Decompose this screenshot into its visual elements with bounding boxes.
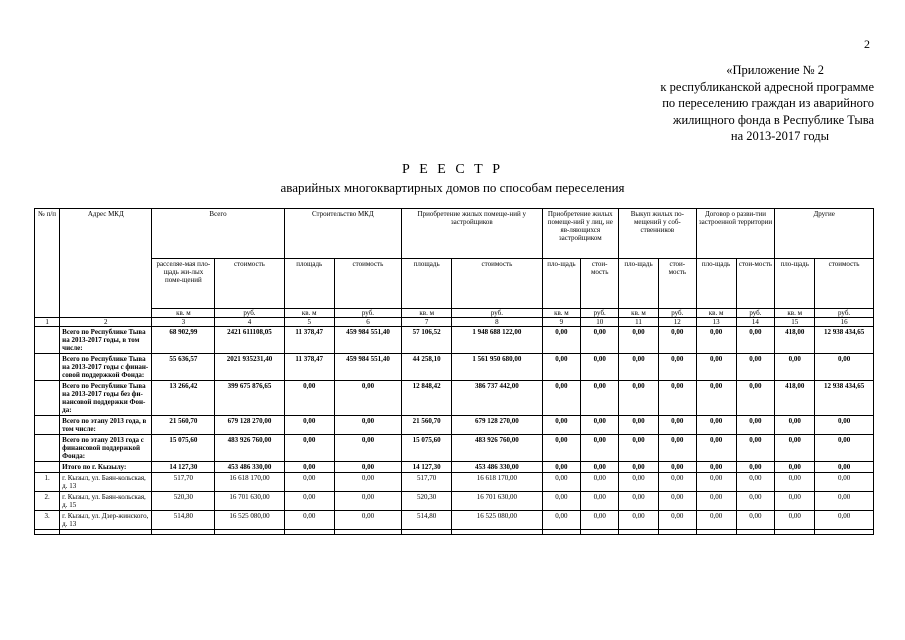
row-number xyxy=(35,354,60,381)
cell-value: 0,00 xyxy=(658,435,696,462)
cell-value: 0,00 xyxy=(775,492,815,511)
cell-value: 0,00 xyxy=(581,492,619,511)
cell-value: 16 701 630,00 xyxy=(452,492,542,511)
header-address: Адрес МКД xyxy=(60,209,152,318)
cell-value: 21 560,70 xyxy=(402,416,452,435)
cell-value: 0,00 xyxy=(284,381,334,416)
subheader-resettled-area: расселяе-мая пло-щадь жи-лых поме-щений xyxy=(152,259,215,309)
row-number xyxy=(35,462,60,473)
empty-cell xyxy=(775,530,815,535)
cell-value: 0,00 xyxy=(658,354,696,381)
column-number: 12 xyxy=(658,318,696,327)
column-number: 9 xyxy=(542,318,581,327)
subheader-area: площадь xyxy=(402,259,452,309)
page-number: 2 xyxy=(864,37,870,51)
appendix-header xyxy=(598,62,874,145)
cell-value: 0,00 xyxy=(542,511,581,530)
summary-row xyxy=(35,327,874,354)
cell-value: 0,00 xyxy=(619,327,659,354)
row-number: 3. xyxy=(35,511,60,530)
header-purchase-non-developer: Приобретение жилых помеще-ний у лиц, не яв-ляющихся застройщиком xyxy=(542,209,619,259)
cell-value: 679 128 270,00 xyxy=(215,416,284,435)
row-number xyxy=(35,327,60,354)
column-number: 15 xyxy=(775,318,815,327)
unit-sqm: кв. м xyxy=(152,309,215,318)
cell-value: 0,00 xyxy=(736,327,775,354)
subheader-cost: стоимость xyxy=(215,259,284,309)
cell-value: 483 926 760,00 xyxy=(452,435,542,462)
cell-value: 0,00 xyxy=(696,327,736,354)
column-number: 8 xyxy=(452,318,542,327)
column-number: 4 xyxy=(215,318,284,327)
cell-value: 13 266,42 xyxy=(152,381,215,416)
empty-cell xyxy=(60,530,152,535)
subheader-cost: стоимость xyxy=(815,259,874,309)
cell-value: 0,00 xyxy=(815,473,874,492)
cell-value: 14 127,30 xyxy=(402,462,452,473)
subheader-area: пло-щадь xyxy=(696,259,736,309)
column-number: 2 xyxy=(60,318,152,327)
header-buyout: Выкуп жилых по-мещений у соб-ственников xyxy=(619,209,697,259)
subheader-cost: стои-мость xyxy=(581,259,619,309)
cell-value: 0,00 xyxy=(581,473,619,492)
cell-value: 0,00 xyxy=(658,511,696,530)
cell-value: 0,00 xyxy=(658,462,696,473)
cell-value: 0,00 xyxy=(619,511,659,530)
cell-value: 0,00 xyxy=(542,327,581,354)
cell-value: 0,00 xyxy=(334,473,401,492)
column-number: 5 xyxy=(284,318,334,327)
cell-value: 0,00 xyxy=(736,381,775,416)
empty-cell xyxy=(452,530,542,535)
row-number xyxy=(35,416,60,435)
subheader-cost: стоимость xyxy=(334,259,401,309)
document-subtitle: аварийных многоквартирных домов по способам переселения xyxy=(280,180,625,195)
cell-value: 0,00 xyxy=(334,381,401,416)
document-title: Р Е Е С Т Р xyxy=(401,162,504,177)
cell-value: 21 560,70 xyxy=(152,416,215,435)
cell-value: 2421 611108,05 xyxy=(215,327,284,354)
cell-value: 0,00 xyxy=(696,354,736,381)
cell-value: 0,00 xyxy=(775,354,815,381)
column-number: 11 xyxy=(619,318,659,327)
cell-value: 0,00 xyxy=(334,511,401,530)
empty-cell xyxy=(619,530,659,535)
summary-row xyxy=(35,435,874,462)
cell-value: 0,00 xyxy=(334,462,401,473)
unit-sqm: кв. м xyxy=(402,309,452,318)
cell-value: 514,80 xyxy=(402,511,452,530)
row-number: 2. xyxy=(35,492,60,511)
cell-value: 0,00 xyxy=(284,511,334,530)
cell-value: 418,00 xyxy=(775,381,815,416)
appendix-line-4: жилищного фонда в Республике Тыва xyxy=(672,112,874,127)
unit-sqm: кв. м xyxy=(284,309,334,318)
cell-value: 0,00 xyxy=(542,462,581,473)
cell-value: 0,00 xyxy=(736,416,775,435)
cell-value: 0,00 xyxy=(775,416,815,435)
cell-value: 517,70 xyxy=(402,473,452,492)
empty-cell xyxy=(658,530,696,535)
row-number xyxy=(35,381,60,416)
cell-value: 0,00 xyxy=(775,435,815,462)
subheader-area: пло-щадь xyxy=(542,259,581,309)
cell-value: 459 984 551,40 xyxy=(334,354,401,381)
cell-value: 0,00 xyxy=(542,381,581,416)
cell-value: 11 378,47 xyxy=(284,327,334,354)
cell-value: 0,00 xyxy=(581,354,619,381)
row-address: г. Кызыл, ул. Баян-кольская, д. 15 xyxy=(60,492,152,511)
cell-value: 520,30 xyxy=(152,492,215,511)
unit-sqm: кв. м xyxy=(542,309,581,318)
cell-value: 1 948 688 122,00 xyxy=(452,327,542,354)
column-number: 10 xyxy=(581,318,619,327)
cell-value: 0,00 xyxy=(696,492,736,511)
cell-value: 0,00 xyxy=(619,416,659,435)
cell-value: 0,00 xyxy=(736,511,775,530)
cell-value: 0,00 xyxy=(658,327,696,354)
cell-value: 0,00 xyxy=(736,492,775,511)
cell-value: 0,00 xyxy=(815,416,874,435)
cell-value: 57 106,52 xyxy=(402,327,452,354)
unit-sqm: кв. м xyxy=(619,309,659,318)
cell-value: 68 902,99 xyxy=(152,327,215,354)
cell-value: 386 737 442,00 xyxy=(452,381,542,416)
column-number: 14 xyxy=(736,318,775,327)
cell-value: 12 938 434,65 xyxy=(815,381,874,416)
header-construction: Строительство МКД xyxy=(284,209,401,259)
cell-value: 15 075,60 xyxy=(152,435,215,462)
cell-value: 0,00 xyxy=(696,473,736,492)
cell-value: 55 636,57 xyxy=(152,354,215,381)
cell-value: 0,00 xyxy=(334,435,401,462)
cell-value: 0,00 xyxy=(581,435,619,462)
empty-cell xyxy=(334,530,401,535)
column-number: 13 xyxy=(696,318,736,327)
cell-value: 0,00 xyxy=(696,435,736,462)
subheader-area: площадь xyxy=(284,259,334,309)
cell-value: 0,00 xyxy=(284,462,334,473)
header-total: Всего xyxy=(152,209,284,259)
empty-cell xyxy=(215,530,284,535)
cell-value: 0,00 xyxy=(736,462,775,473)
header-row xyxy=(35,209,874,259)
empty-cell xyxy=(736,530,775,535)
summary-row xyxy=(35,462,874,473)
row-address: Итого по г. Кызылу: xyxy=(60,462,152,473)
row-address: Всего по этапу 2013 года, в том числе: xyxy=(60,416,152,435)
cell-value: 0,00 xyxy=(736,473,775,492)
register-table xyxy=(34,208,874,535)
cell-value: 0,00 xyxy=(334,492,401,511)
cell-value: 520,30 xyxy=(402,492,452,511)
cell-value: 453 486 330,00 xyxy=(452,462,542,473)
row-address: г. Кызыл, ул. Дзер-жинского, д. 13 xyxy=(60,511,152,530)
subheader-area: пло-щадь xyxy=(775,259,815,309)
row-address: Всего по Республике Тыва на 2013-2017 годы с финан-совой поддержкой Фонда: xyxy=(60,354,152,381)
cell-value: 0,00 xyxy=(542,473,581,492)
unit-rub: руб. xyxy=(334,309,401,318)
column-numbers-row xyxy=(35,318,874,327)
cell-value: 0,00 xyxy=(658,416,696,435)
summary-row xyxy=(35,416,874,435)
cell-value: 11 378,47 xyxy=(284,354,334,381)
column-number: 16 xyxy=(815,318,874,327)
subheader-cost: стои-мость xyxy=(658,259,696,309)
empty-cell xyxy=(402,530,452,535)
unit-rub: руб. xyxy=(736,309,775,318)
cell-value: 0,00 xyxy=(696,381,736,416)
cell-value: 0,00 xyxy=(696,416,736,435)
cell-value: 2021 935231,40 xyxy=(215,354,284,381)
cell-value: 0,00 xyxy=(619,381,659,416)
cell-value: 0,00 xyxy=(775,462,815,473)
summary-row xyxy=(35,354,874,381)
empty-cell xyxy=(152,530,215,535)
unit-rub: руб. xyxy=(215,309,284,318)
cell-value: 0,00 xyxy=(696,511,736,530)
header-purchase-developer: Приобретение жилых помеще-ний у застройщиков xyxy=(402,209,543,259)
subheader-row xyxy=(35,259,874,309)
cell-value: 0,00 xyxy=(815,354,874,381)
cell-value: 0,00 xyxy=(815,435,874,462)
cell-value: 16 525 080,00 xyxy=(215,511,284,530)
unit-rub: руб. xyxy=(815,309,874,318)
appendix-line-2: к республиканской адресной программе xyxy=(660,79,874,94)
cell-value: 679 128 270,00 xyxy=(452,416,542,435)
cell-value: 514,80 xyxy=(152,511,215,530)
subheader-cost: стоимость xyxy=(452,259,542,309)
cell-value: 0,00 xyxy=(619,354,659,381)
cell-value: 0,00 xyxy=(815,511,874,530)
cell-value: 0,00 xyxy=(581,462,619,473)
header-other: Другие xyxy=(775,209,874,259)
cell-value: 0,00 xyxy=(619,462,659,473)
cell-value: 16 701 630,00 xyxy=(215,492,284,511)
cell-value: 0,00 xyxy=(658,473,696,492)
cell-value: 0,00 xyxy=(619,435,659,462)
column-number: 6 xyxy=(334,318,401,327)
cell-value: 16 618 170,00 xyxy=(452,473,542,492)
column-number: 1 xyxy=(35,318,60,327)
cell-value: 459 984 551,40 xyxy=(334,327,401,354)
appendix-line-1: «Приложение № 2 xyxy=(726,63,824,77)
appendix-line-3: по переселению граждан из аварийного xyxy=(662,96,874,110)
units-row xyxy=(35,309,874,318)
cell-value: 12 938 434,65 xyxy=(815,327,874,354)
column-number: 7 xyxy=(402,318,452,327)
unit-rub: руб. xyxy=(452,309,542,318)
cell-value: 453 486 330,00 xyxy=(215,462,284,473)
cell-value: 0,00 xyxy=(658,381,696,416)
table-continuation-strip xyxy=(35,530,874,535)
cell-value: 0,00 xyxy=(581,416,619,435)
table-row xyxy=(35,473,874,492)
unit-rub: руб. xyxy=(658,309,696,318)
column-number: 3 xyxy=(152,318,215,327)
cell-value: 0,00 xyxy=(334,416,401,435)
cell-value: 0,00 xyxy=(619,492,659,511)
cell-value: 399 675 876,65 xyxy=(215,381,284,416)
cell-value: 16 525 080,00 xyxy=(452,511,542,530)
row-address: Всего по Республике Тыва на 2013-2017 годы без фи-нансовой поддержки Фон-да: xyxy=(60,381,152,416)
cell-value: 0,00 xyxy=(542,435,581,462)
cell-value: 0,00 xyxy=(775,473,815,492)
subheader-area: пло-щадь xyxy=(619,259,659,309)
unit-sqm: кв. м xyxy=(775,309,815,318)
cell-value: 0,00 xyxy=(542,416,581,435)
cell-value: 0,00 xyxy=(696,462,736,473)
cell-value: 0,00 xyxy=(542,354,581,381)
row-address: Всего по этапу 2013 года с финансовой поддержкой Фонда: xyxy=(60,435,152,462)
empty-cell xyxy=(696,530,736,535)
table-row xyxy=(35,511,874,530)
cell-value: 0,00 xyxy=(736,435,775,462)
table-row xyxy=(35,492,874,511)
cell-value: 12 848,42 xyxy=(402,381,452,416)
unit-rub: руб. xyxy=(581,309,619,318)
cell-value: 418,00 xyxy=(775,327,815,354)
cell-value: 14 127,30 xyxy=(152,462,215,473)
cell-value: 0,00 xyxy=(581,511,619,530)
cell-value: 15 075,60 xyxy=(402,435,452,462)
cell-value: 0,00 xyxy=(542,492,581,511)
cell-value: 0,00 xyxy=(815,492,874,511)
cell-value: 44 258,10 xyxy=(402,354,452,381)
row-address: г. Кызыл, ул. Баян-кольская, д. 13 xyxy=(60,473,152,492)
cell-value: 0,00 xyxy=(736,354,775,381)
cell-value: 0,00 xyxy=(284,416,334,435)
empty-cell xyxy=(284,530,334,535)
header-contract: Договор о разви-тии застроенной территории xyxy=(696,209,775,259)
appendix-line-5: на 2013-2017 годы xyxy=(730,129,829,143)
row-address: Всего по Республике Тыва на 2013-2017 годы, в том числе: xyxy=(60,327,152,354)
header-num: № п/п xyxy=(35,209,60,318)
cell-value: 0,00 xyxy=(815,462,874,473)
cell-value: 0,00 xyxy=(284,473,334,492)
empty-cell xyxy=(581,530,619,535)
empty-cell xyxy=(542,530,581,535)
cell-value: 483 926 760,00 xyxy=(215,435,284,462)
cell-value: 16 618 170,00 xyxy=(215,473,284,492)
cell-value: 0,00 xyxy=(284,492,334,511)
cell-value: 0,00 xyxy=(581,381,619,416)
row-number: 1. xyxy=(35,473,60,492)
cell-value: 0,00 xyxy=(619,473,659,492)
cell-value: 517,70 xyxy=(152,473,215,492)
cell-value: 1 561 950 680,00 xyxy=(452,354,542,381)
summary-row xyxy=(35,381,874,416)
cell-value: 0,00 xyxy=(284,435,334,462)
row-number xyxy=(35,435,60,462)
cell-value: 0,00 xyxy=(581,327,619,354)
cell-value: 0,00 xyxy=(775,511,815,530)
unit-sqm: кв. м xyxy=(696,309,736,318)
subheader-cost: стои-мость xyxy=(736,259,775,309)
empty-cell xyxy=(35,530,60,535)
cell-value: 0,00 xyxy=(658,492,696,511)
empty-cell xyxy=(815,530,874,535)
